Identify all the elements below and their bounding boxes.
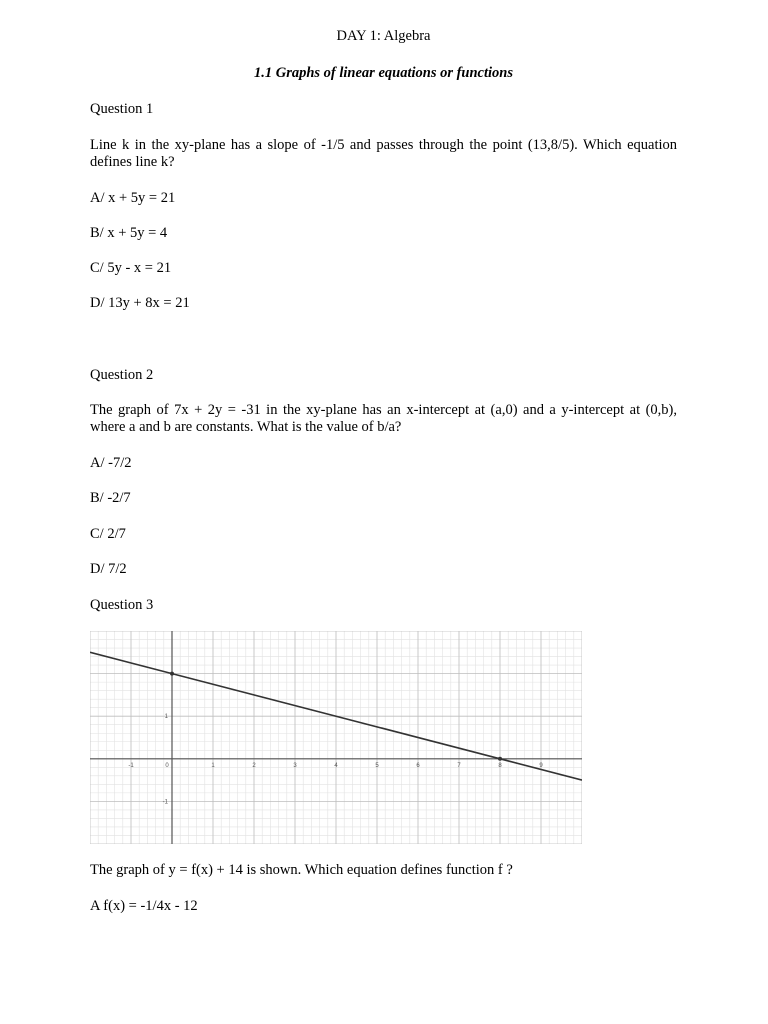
question-2-option-b: B/ -2/7 bbox=[90, 490, 131, 506]
question-1-text: Line k in the xy-plane has a slope of -1/5 and passes through the point (13,8/5). Which equation defines line k? bbox=[90, 137, 677, 170]
question-1-option-d: D/ 13y + 8x = 21 bbox=[90, 295, 190, 311]
question-1-option-c: C/ 5y - x = 21 bbox=[90, 260, 172, 276]
section-title: 1.1 Graphs of linear equations or functions bbox=[253, 65, 514, 81]
question-2-option-c: C/ 2/7 bbox=[90, 526, 126, 542]
x-tick-label: -1 bbox=[128, 762, 134, 769]
x-tick-label: 8 bbox=[498, 762, 502, 769]
x-tick-label: 1 bbox=[211, 762, 215, 769]
linear-function-graph bbox=[90, 631, 582, 844]
question-2-text: The graph of 7x + 2y = -31 in the xy-plane has an x-intercept at (a,0) and a y-intercept at (0,b), where a and b are constants. What is the value of b/a? bbox=[90, 402, 677, 435]
question-1-label: Question 1 bbox=[90, 101, 154, 117]
question-2-option-a: A/ -7/2 bbox=[90, 455, 132, 471]
y-tick-label: -1 bbox=[162, 799, 168, 806]
y-tick-label: 1 bbox=[164, 714, 168, 721]
x-tick-label: 3 bbox=[293, 762, 297, 769]
question-2-label: Question 2 bbox=[90, 367, 154, 383]
x-tick-label: 7 bbox=[457, 762, 461, 769]
question-1-option-b: B/ x + 5y = 4 bbox=[90, 225, 168, 241]
x-tick-label: 5 bbox=[375, 762, 379, 769]
question-3-label: Question 3 bbox=[90, 597, 154, 613]
x-tick-label: 2 bbox=[252, 762, 256, 769]
x-tick-label: 4 bbox=[334, 762, 338, 769]
marked-point bbox=[170, 672, 174, 676]
question-3-option-a: A f(x) = -1/4x - 12 bbox=[90, 898, 198, 914]
x-tick-label: 6 bbox=[416, 762, 420, 769]
question-1-option-a: A/ x + 5y = 21 bbox=[90, 190, 176, 206]
question-2-option-d: D/ 7/2 bbox=[90, 561, 127, 577]
day-title: DAY 1: Algebra bbox=[336, 28, 431, 44]
x-tick-label: 9 bbox=[539, 762, 543, 769]
x-tick-label: 0 bbox=[165, 762, 169, 769]
question-3-text: The graph of y = f(x) + 14 is shown. Which equation defines function f ? bbox=[90, 862, 513, 878]
marked-point bbox=[498, 757, 502, 761]
